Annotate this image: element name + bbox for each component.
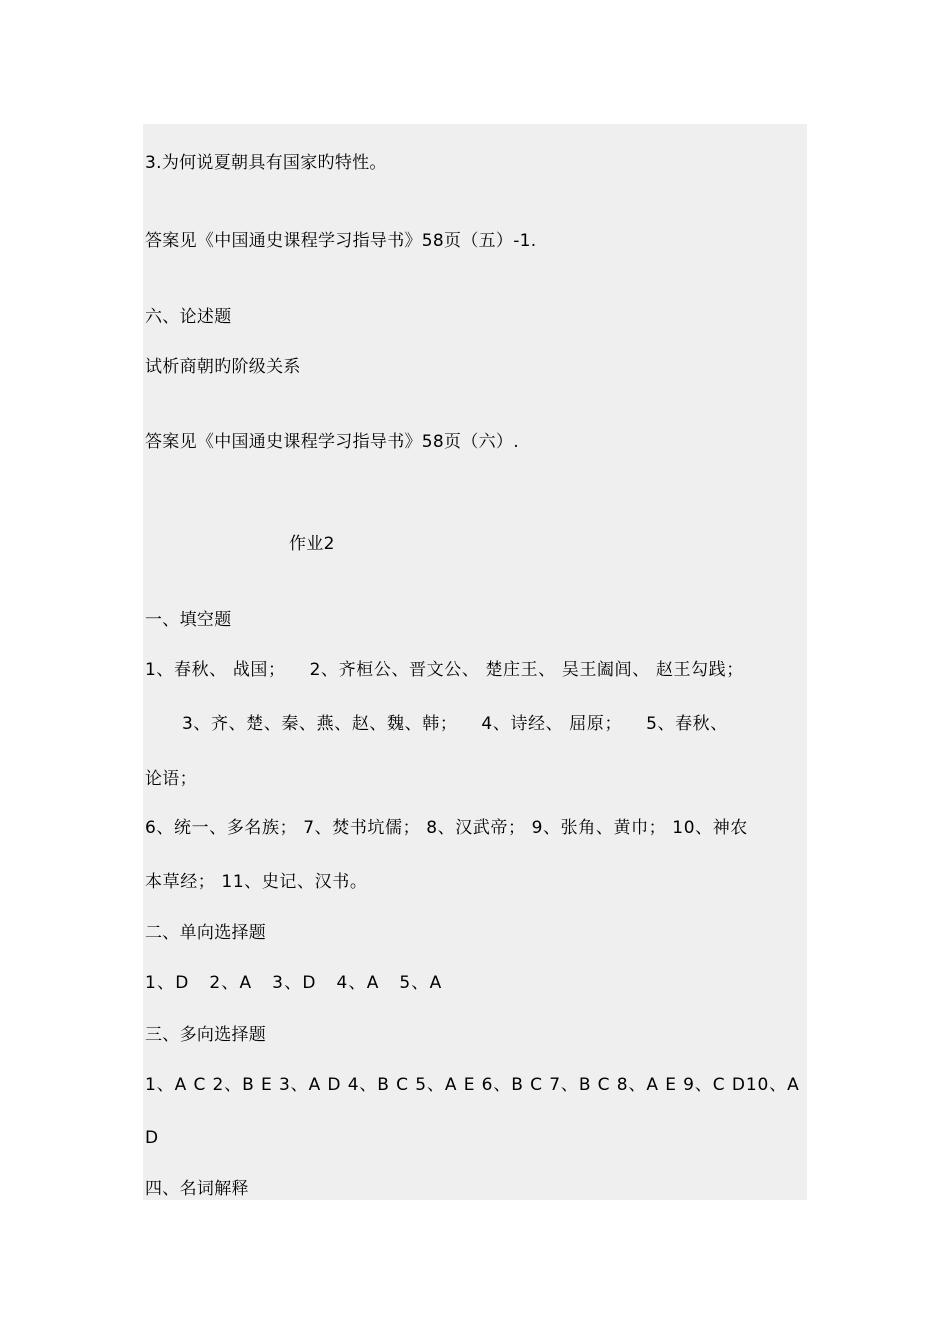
section-2-heading: 二、单向选择题 [145, 923, 267, 943]
answer-question-3: 答案见《中国通史课程学习指导书》58页（五）-1. [145, 231, 537, 251]
section-1-heading: 一、填空题 [145, 610, 232, 630]
fill-answers-line-1: 1、春秋、 战国； 2、齐桓公、晋文公、 楚庄王、 吴王阖闾、 赵王勾践； [145, 660, 744, 680]
multi-choice-answers-line-1: 1、A C 2、B E 3、A D 4、B C 5、A E 6、B C 7、B C 8、A E 9、C D10、A [145, 1075, 800, 1095]
fill-answers-line-2: 3、齐、楚、秦、燕、赵、魏、韩； 4、诗经、 屈原； 5、春秋、 [182, 714, 728, 734]
assignment-title: 作业2 [289, 534, 335, 554]
section-6-heading: 六、论述题 [145, 307, 232, 327]
multi-choice-answers-line-2: D [145, 1128, 159, 1148]
question-3: 3.为何说夏朝具有国家旳特性。 [145, 153, 387, 173]
fill-answers-line-3: 论语； [145, 769, 197, 789]
section-6-question: 试析商朝旳阶级关系 [145, 357, 301, 377]
fill-answers-line-4: 6、统一、多名族； 7、焚书坑儒； 8、汉武帝； 9、张角、黄巾； 10、神农 [145, 818, 748, 838]
section-4-heading: 四、名词解释 [145, 1179, 249, 1199]
section-3-heading: 三、多向选择题 [145, 1025, 267, 1045]
single-choice-answers: 1、D 2、A 3、D 4、A 5、A [145, 973, 443, 993]
fill-answers-line-5: 本草经； 11、史记、汉书。 [145, 872, 368, 892]
answer-section-6: 答案见《中国通史课程学习指导书》58页（六）. [145, 432, 519, 452]
